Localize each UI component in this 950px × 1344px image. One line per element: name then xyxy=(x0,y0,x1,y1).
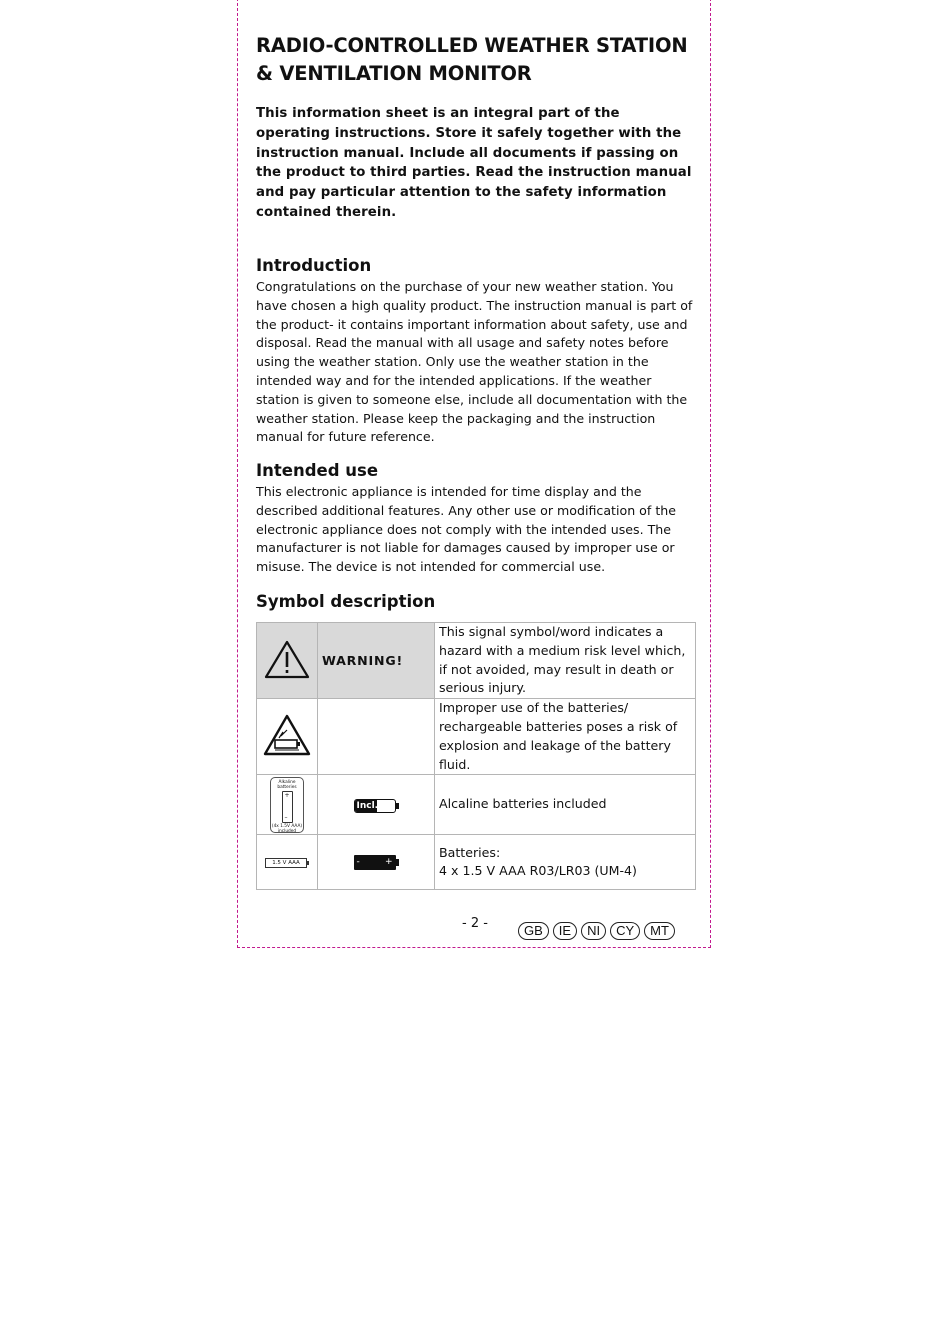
warning-label-cell xyxy=(318,623,435,699)
country-badge: NI xyxy=(581,922,606,940)
alkaline-icon-bottom-text: (4x 1.5V AAA) included xyxy=(271,823,303,834)
symbol-description-heading: Symbol description xyxy=(256,592,436,611)
introduction-text: Congratulations on the purchase of your new weather station. You have chosen a high quality product. The instruction manual is part of the product- it contains important information about safety, use and disposal. Read the manual with all usage and safety notes before using the weather station. Only use the weather station in the intended way and for the intended applications. If the weather station is given to someone else, include all documentation with the weather station. Please keep the packaging and the instruction manual for future reference. xyxy=(256,279,693,445)
battery-incl-icon xyxy=(318,775,435,835)
battery-polarity-icon xyxy=(318,835,435,890)
warning-label: WARNING! xyxy=(322,653,404,669)
alkaline-battery-icon xyxy=(257,775,318,835)
country-badge: IE xyxy=(553,922,577,940)
table-row xyxy=(257,699,696,775)
country-badges xyxy=(518,922,675,940)
alkaline-icon-top-text: Alkaline batteries xyxy=(277,779,297,790)
symbol-table xyxy=(256,622,696,890)
empty-cell xyxy=(318,699,435,775)
warning-triangle-icon xyxy=(257,623,318,699)
page-number: - 2 - xyxy=(462,916,488,931)
table-row xyxy=(257,775,696,835)
intended-use-text: This electronic appliance is intended for time display and the described additional features. Any other use or modification of the electronic appliance does not comply with the intended uses. The manufacturer is not liable for damages caused by improper use or misuse. The device is not intended for commercial use. xyxy=(256,484,676,575)
document-title: RADIO-CONTROLLED WEATHER STATION & VENTILATION MONITOR xyxy=(256,34,688,85)
page-frame xyxy=(237,0,711,948)
batteries-description xyxy=(435,835,696,890)
batteries-line-2: 4 x 1.5 V AAA R03/LR03 (UM-4) xyxy=(439,863,637,879)
table-row xyxy=(257,623,696,699)
warning-description: This signal symbol/word indicates a hazard with a medium risk level which, if not avoided, may result in death or serious injury. xyxy=(435,623,696,699)
batteries-line-1: Batteries: xyxy=(439,844,501,860)
country-badge: GB xyxy=(518,922,549,940)
battery-cell-shape: + – xyxy=(282,791,293,823)
polarity-plus: + xyxy=(384,857,393,868)
important-notice: This information sheet is an integral part of the operating instructions. Store it safely together with the instruction manual. Include all documents if passing on the product to third parties. Read the instruction manual and pay particular attention to the safety information contained therein. xyxy=(256,106,692,220)
battery-hazard-icon xyxy=(257,699,318,775)
polarity-minus: - xyxy=(356,857,360,868)
intended-use-heading: Intended use xyxy=(256,461,379,480)
battery-hazard-description: Improper use of the batteries/ rechargeable batteries poses a risk of explosion and leakage of the battery fluid. xyxy=(435,699,696,775)
aaa-battery-label: 1.5 V AAA xyxy=(265,858,307,868)
introduction-heading: Introduction xyxy=(256,256,372,275)
alkaline-description: Alcaline batteries included xyxy=(435,775,696,835)
aaa-battery-icon xyxy=(257,835,318,890)
battery-incl-text: Incl. xyxy=(356,800,379,811)
country-badge: CY xyxy=(610,922,640,940)
country-badge: MT xyxy=(644,922,675,940)
table-row xyxy=(257,835,696,890)
